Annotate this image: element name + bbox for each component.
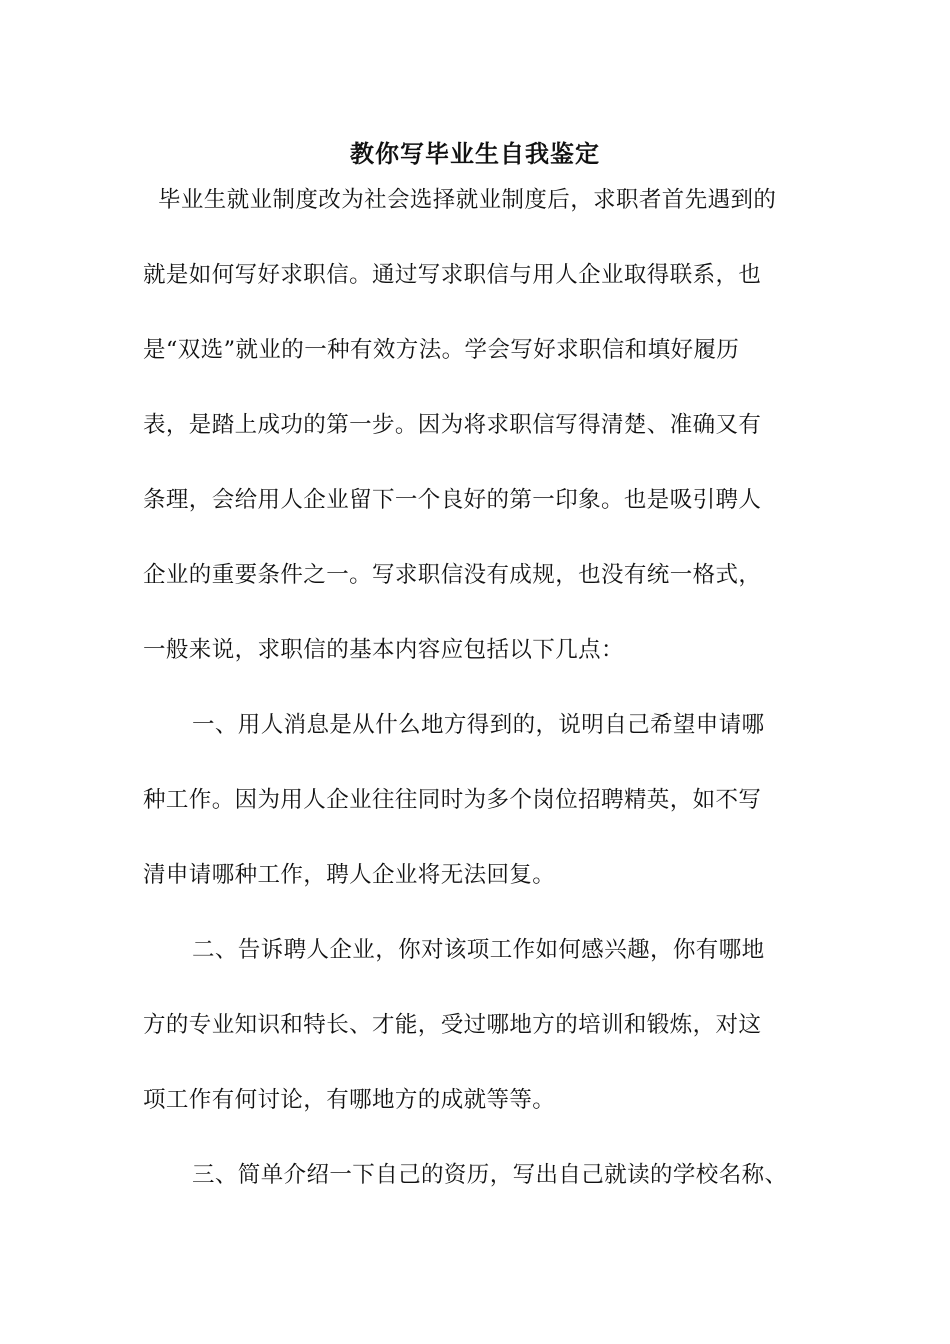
paragraph-line: 就是如何写好求职信。通过写求职信与用人企业取得联系，也 xyxy=(143,262,762,288)
paragraph-line: 一般来说，求职信的基本内容应包括以下几点： xyxy=(143,637,624,663)
document-title: 教你写毕业生自我鉴定 xyxy=(350,139,600,168)
paragraph-line: 二、告诉聘人企业，你对该项工作如何感兴趣，你有哪地 xyxy=(192,937,765,963)
paragraph-line: 是“双选”就业的一种有效方法。学会写好求职信和填好履历 xyxy=(143,337,740,363)
paragraph-line: 方的专业知识和特长、才能，受过哪地方的培训和锻炼，对这 xyxy=(143,1012,762,1038)
paragraph-line: 三、简单介绍一下自己的资历，写出自己就读的学校名称、 xyxy=(192,1162,788,1188)
paragraph-line: 毕业生就业制度改为社会选择就业制度后，求职者首先遇到的 xyxy=(158,187,777,213)
paragraph-line: 清申请哪种工作，聘人企业将无法回复。 xyxy=(143,862,556,888)
paragraph-line: 条理，会给用人企业留下一个良好的第一印象。也是吸引聘人 xyxy=(143,487,762,513)
paragraph-line: 种工作。因为用人企业往往同时为多个岗位招聘精英，如不写 xyxy=(143,787,762,813)
paragraph-line: 一、用人消息是从什么地方得到的，说明自己希望申请哪 xyxy=(192,712,765,738)
paragraph-line: 企业的重要条件之一。写求职信没有成规，也没有统一格式， xyxy=(143,562,762,588)
paragraph-line: 项工作有何讨论，有哪地方的成就等等。 xyxy=(143,1087,556,1113)
paragraph-line: 表，是踏上成功的第一步。因为将求职信写得清楚、准确又有 xyxy=(143,412,762,438)
